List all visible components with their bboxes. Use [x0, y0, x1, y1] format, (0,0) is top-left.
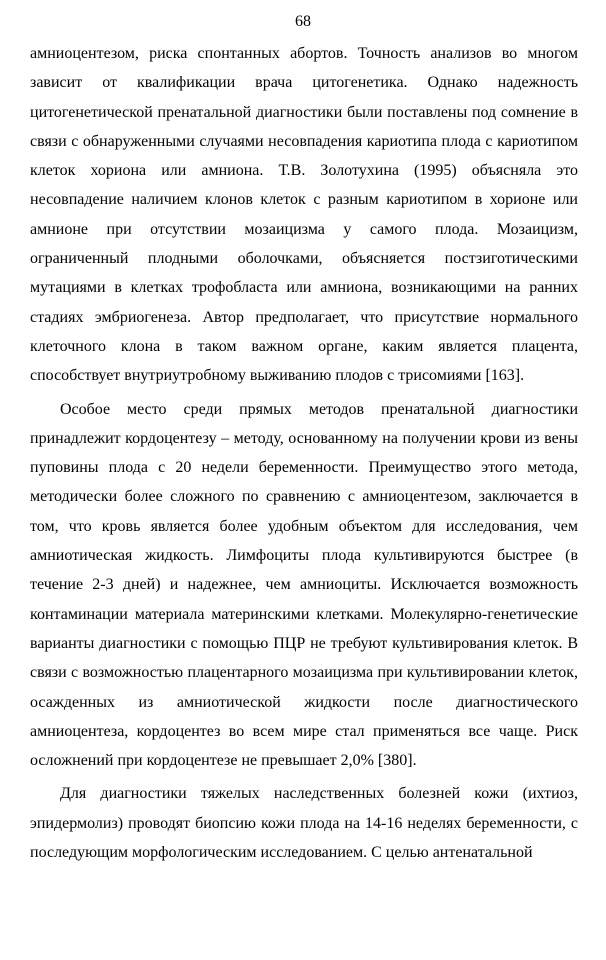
paragraph-3: Для диагностики тяжелых наследственных болезней кожи (ихтиоз, эпидермолиз) проводят биопсию кожи плода на 14-16 неделях беременности, с последующим морфологическим исследованием. С целью антенатальной: [30, 785, 578, 862]
page-body: [30, 39, 578, 867]
paragraph-2: Особое место среди прямых методов пренатальной диагностики принадлежит кордоцентезу – методу, основанному на получении крови из вены пуповины плода с 20 недели беременности. Преимущество этого метода, методически более сложного по сравнению с амниоцентезом, заключается в том, что кровь является более удобным объектом для исследования, чем амниотическая жидкость. Лимфоциты плода культивируются быстрее (в течение 2-3 дней) и надежнее, чем амниоциты. Исключается возможность контаминации материала материнскими клетками. Молекулярно-генетические варианты диагностики с помощью ПЦР не требуют культивирования клеток. В связи с возможностью плацентарного мозаицизма при культивировании клеток, осажденных из амниотической жидкости после диагностического амниоцентеза, кордоцентез во всем мире стал применяться все чаще. Риск осложнений при кордоцентезе не превышает 2,0% [380].: [30, 400, 578, 770]
paragraph-1: амниоцентезом, риска спонтанных абортов. Точность анализов во многом зависит от квалификации врача цитогенетика. Однако надежность цитогенетической пренатальной диагностики были поставлены под сомнение в связи с обнаруженными случаями несовпадения кариотипа плода с кариотипом клеток хориона или амниона. Т.В. Золотухина (1995) объясняла это несовпадение наличием клонов клеток с разным кариотипом в хорионе или амнионе при отсутствии мозаицизма у самого плода. Мозаицизм, ограниченный плодными оболочками, объясняется постзиготическими мутациями в клетках трофобласта или амниона, возникающими на ранних стадиях эмбриогенеза. Автор предполагает, что присутствие нормального клеточного клона в таком важном органе, каким является плацента, способствует внутриутробному выживанию плодов с трисомиями [163].: [30, 45, 578, 385]
page-number: 68: [295, 13, 311, 30]
